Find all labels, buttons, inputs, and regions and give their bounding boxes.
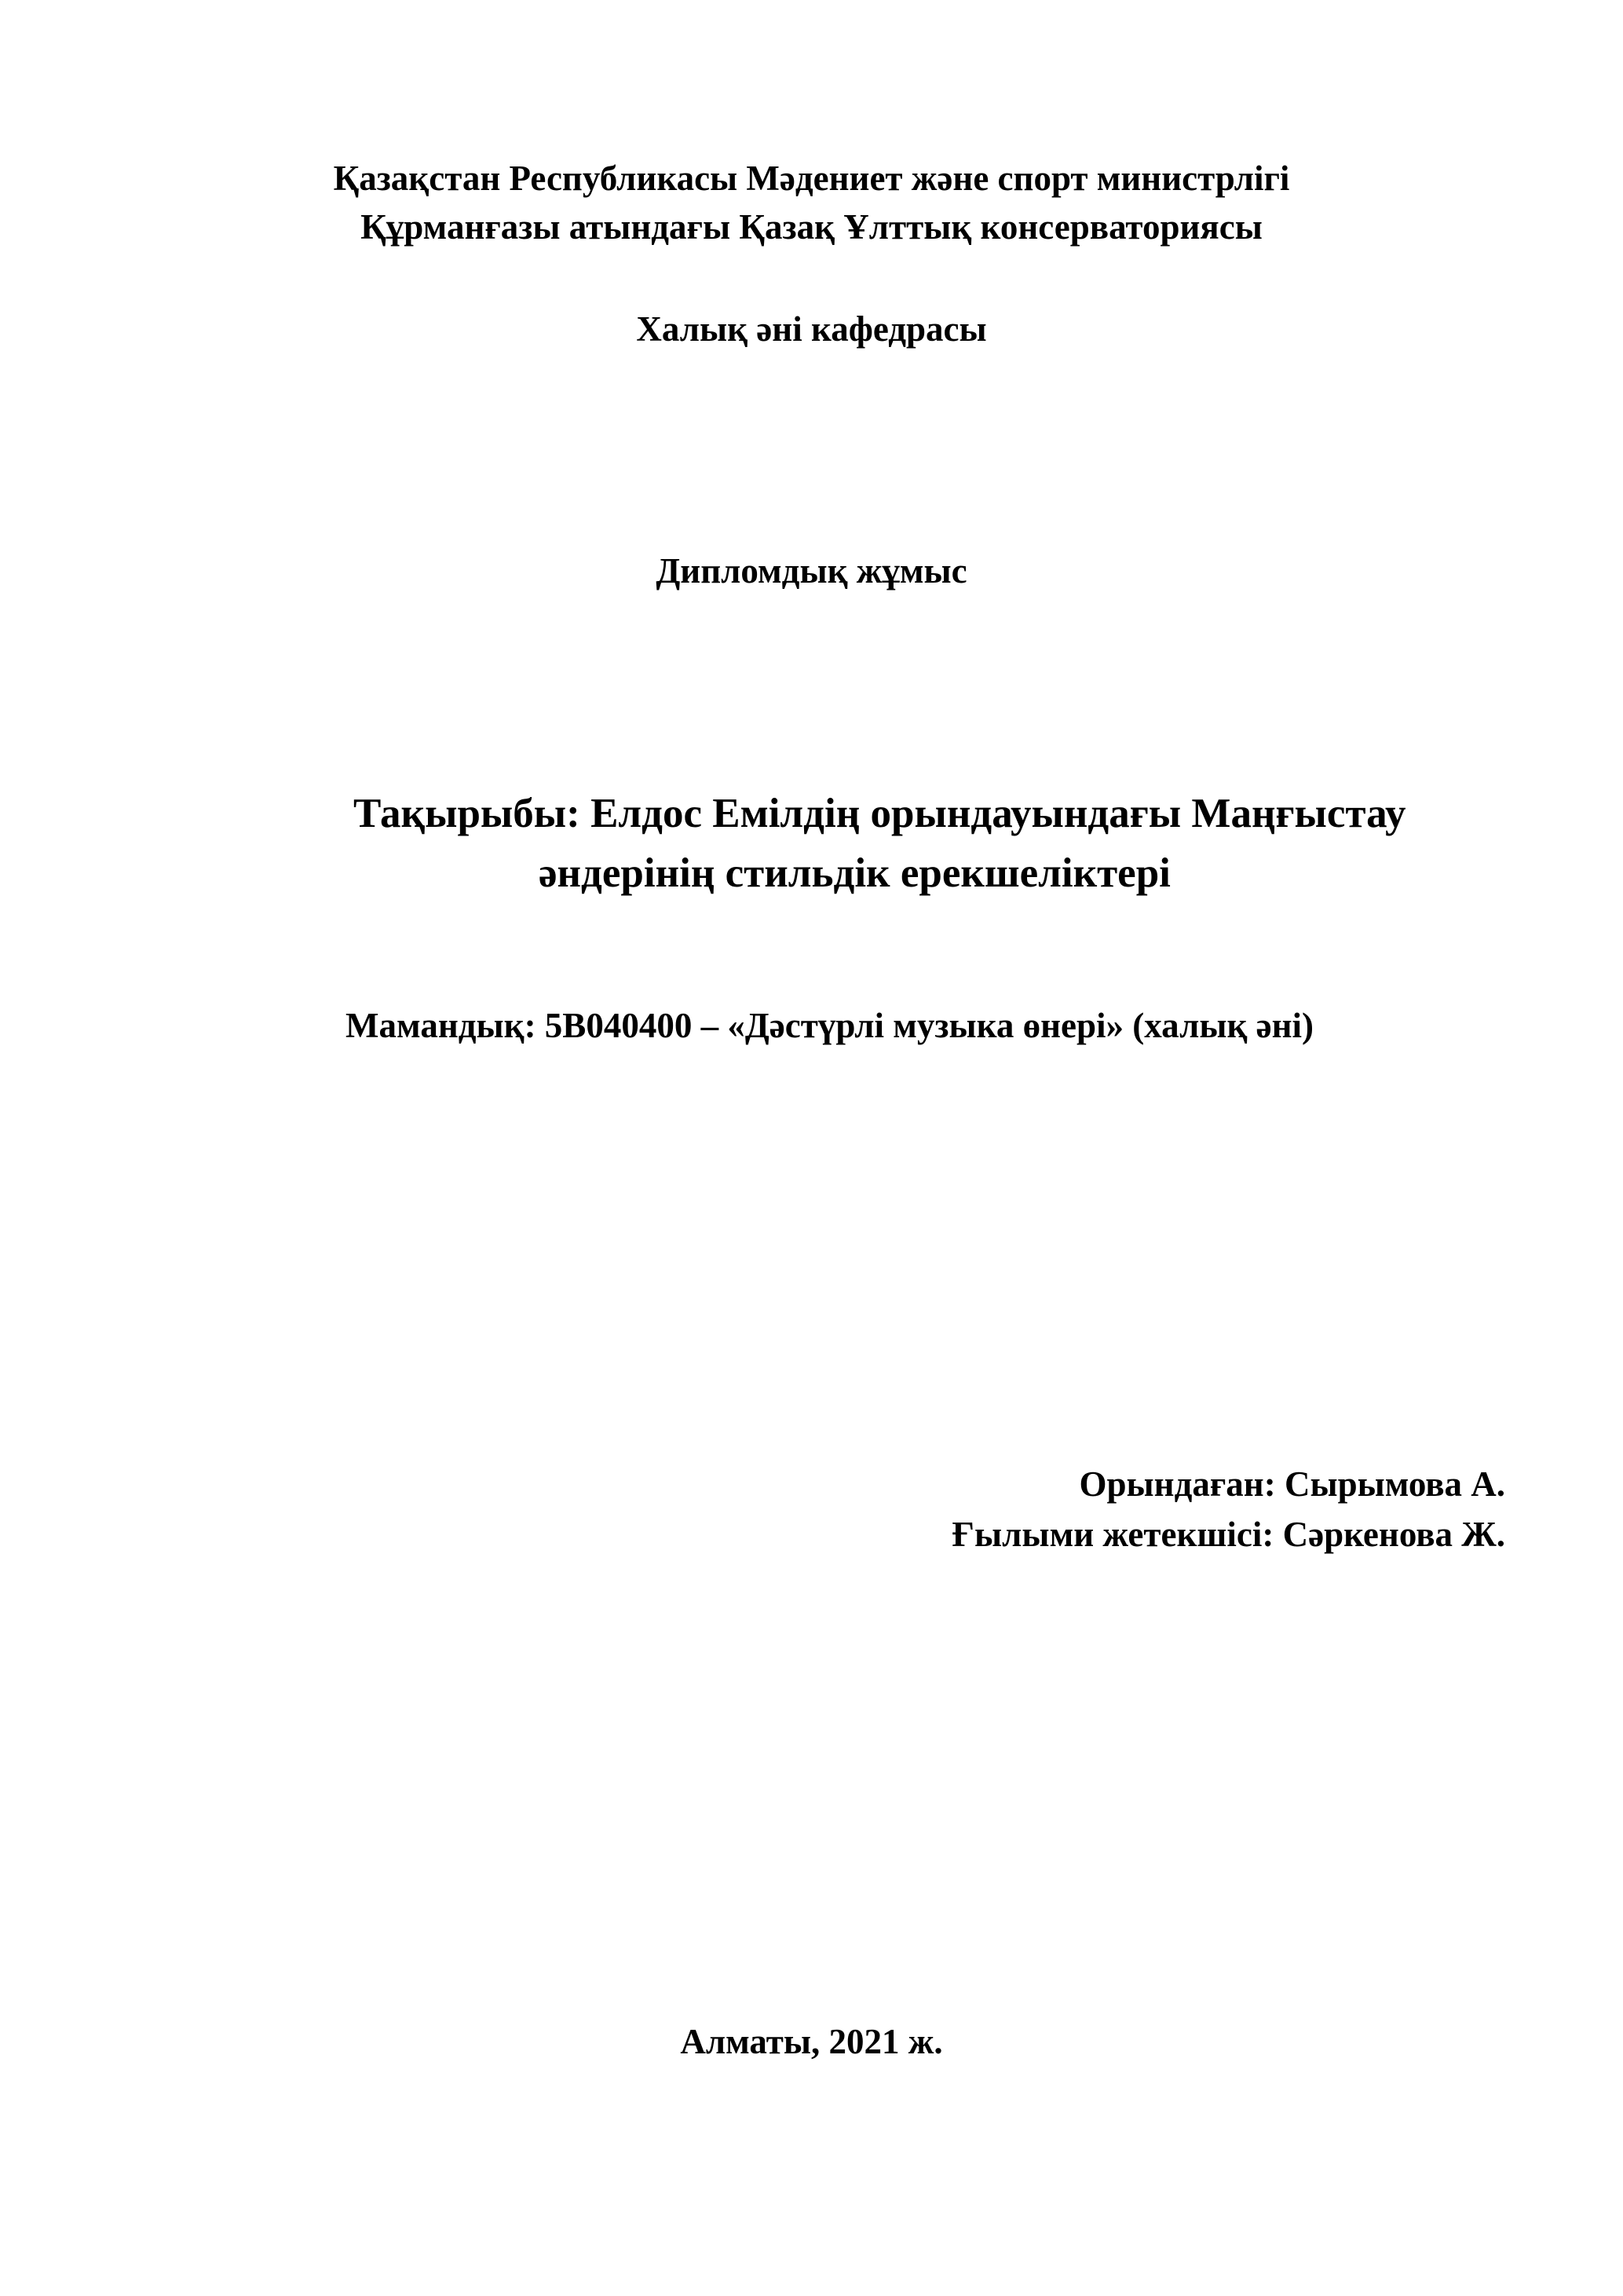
department-title: Халық әні кафедрасы bbox=[636, 309, 987, 349]
conservatory-title: Құрманғазы атындағы Қазақ Ұлттық консерваториясы bbox=[360, 207, 1263, 247]
specialty-line: Мамандық: 5В040400 – «Дәстүрлі музыка өнері» (халық әні) bbox=[345, 1006, 1314, 1045]
supervisor-line: Ғылыми жетекшісі: Сәркенова Ж. bbox=[952, 1515, 1505, 1554]
ministry-title: Қазақстан Республикасы Мәдениет және спорт министрлігі bbox=[333, 159, 1290, 198]
performer-line: Орындаған: Сырымова А. bbox=[1079, 1464, 1505, 1504]
city-year-line: Алматы, 2021 ж. bbox=[680, 2022, 943, 2061]
topic-line-1: Тақырыбы: Елдос Емілдің орындауындағы Маңғыстау bbox=[353, 791, 1406, 836]
work-type-title: Дипломдық жұмыс bbox=[656, 551, 967, 590]
topic-line-2: әндерінің стильдік ерекшеліктері bbox=[539, 850, 1171, 896]
